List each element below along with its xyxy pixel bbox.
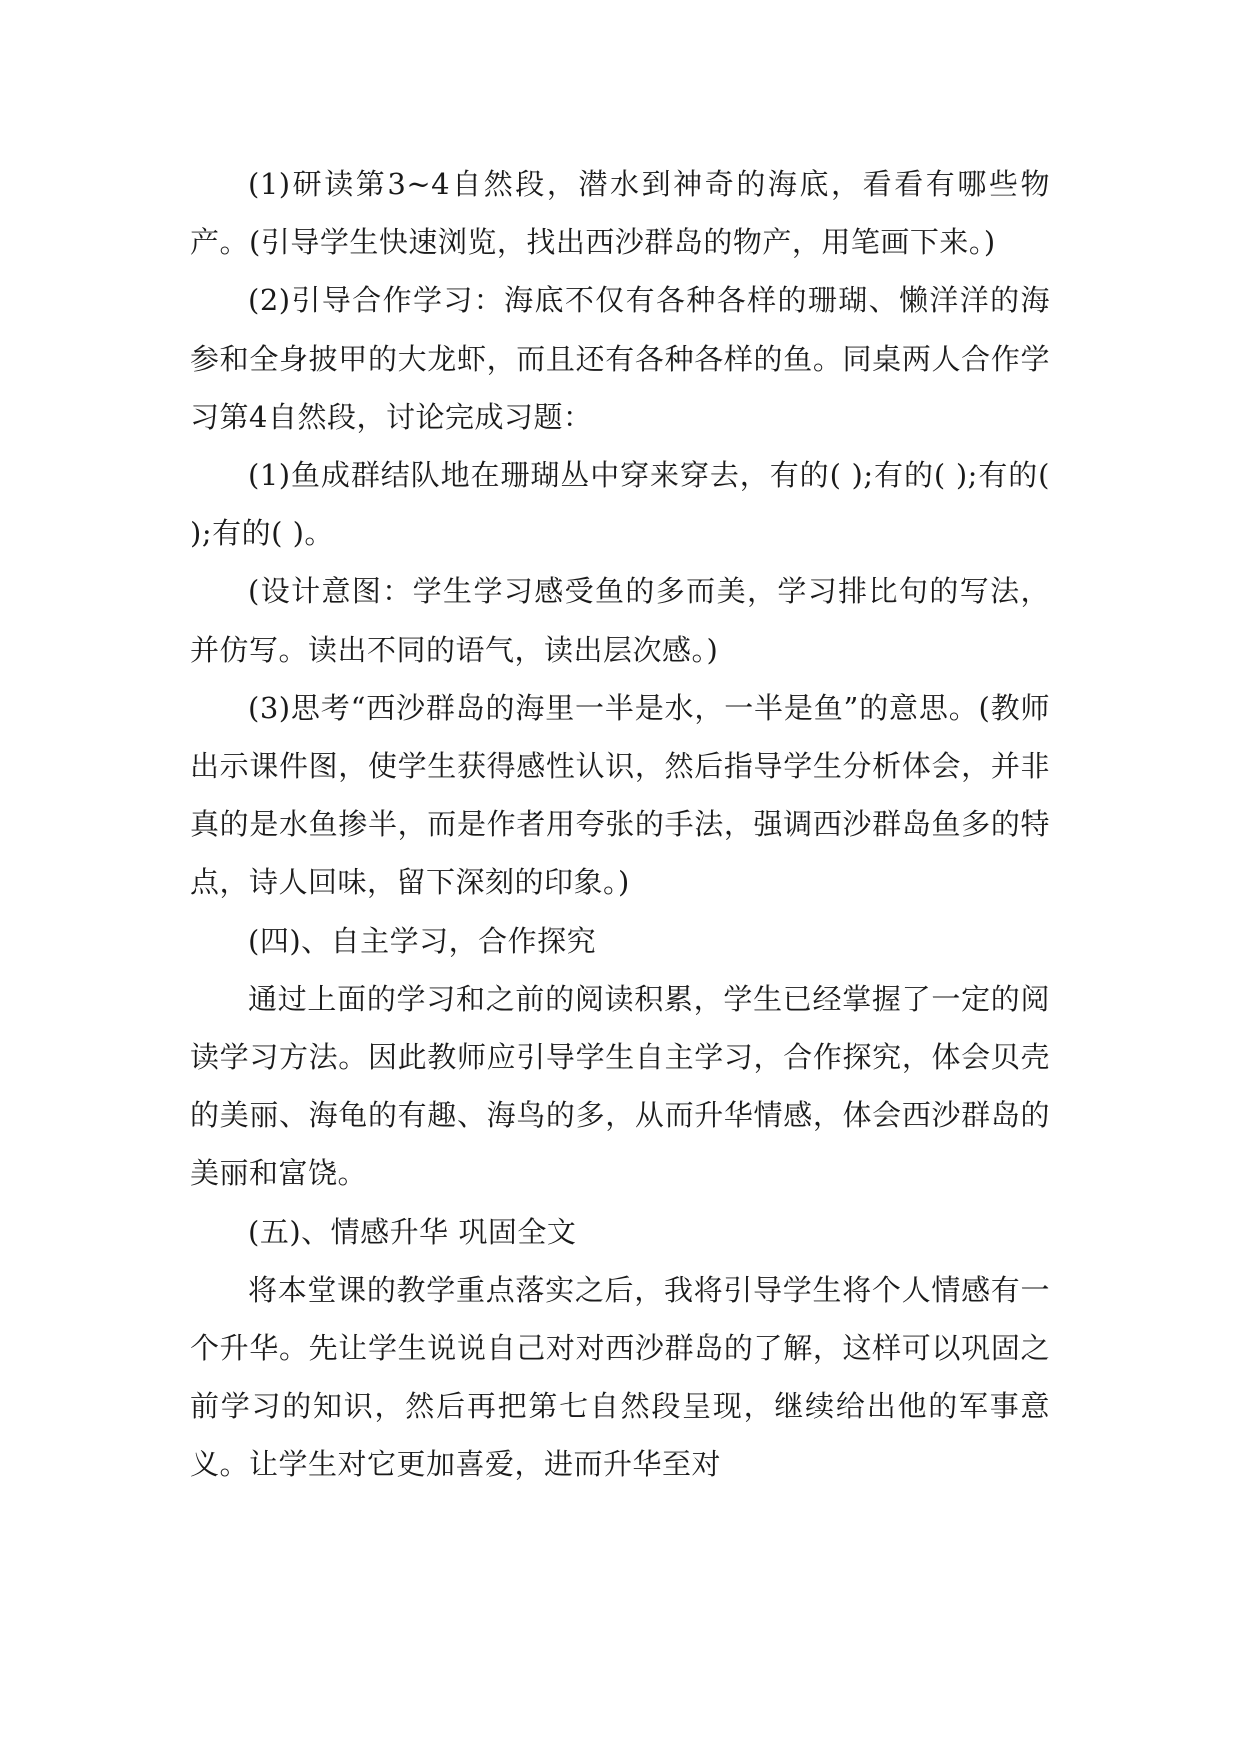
section-heading-5: (五)、情感升华 巩固全文 [248,1214,577,1249]
paragraph-emotional-sublimation: 将本堂课的教学重点落实之后，我将引导学生将个人情感有一个升华。先让学生说说自己对对西沙群岛的了解，这样可以巩固之前学习的知识，然后再把第七自然段呈现，继续给出他的军事意义。让学生对它更加喜爱，进而升华至对 [190,1272,1050,1482]
section-heading-4: (四)、自主学习，合作探究 [248,923,597,958]
paragraph-self-study: 通过上面的学习和之前的阅读积累，学生已经掌握了一定的阅读学习方法。因此教师应引导学生自主学习，合作探究，体会贝壳的美丽、海龟的有趣、海鸟的多，从而升华情感，体会西沙群岛的美丽和富饶。 [190,981,1050,1191]
paragraph-study-paragraphs-3-4: (1)研读第3~4自然段，潜水到神奇的海底，看看有哪些物产。(引导学生快速浏览，找出西沙群岛的物产，用笔画下来。) [190,167,1050,260]
paragraph-fill-in-exercise: (1)鱼成群结队地在珊瑚丛中穿来穿去，有的( );有的( );有的( );有的( )。 [190,458,1050,551]
paragraph-think-meaning: (3)思考“西沙群岛的海里一半是水，一半是鱼”的意思。(教师出示课件图，使学生获得感性认识，然后指导学生分析体会，并非真的是水鱼掺半，而是作者用夸张的手法，强调西沙群岛鱼多的特点，诗人回味，留下深刻的印象。) [190,690,1050,900]
document-page [190,155,1050,1494]
paragraph-cooperative-learning: (2)引导合作学习：海底不仅有各种各样的珊瑚、懒洋洋的海参和全身披甲的大龙虾，而且还有各种各样的鱼。同桌两人合作学习第4自然段，讨论完成习题： [190,283,1050,434]
paragraph-design-intent: (设计意图：学生学习感受鱼的多而美，学习排比句的写法，并仿写。读出不同的语气，读出层次感。) [190,574,1050,667]
